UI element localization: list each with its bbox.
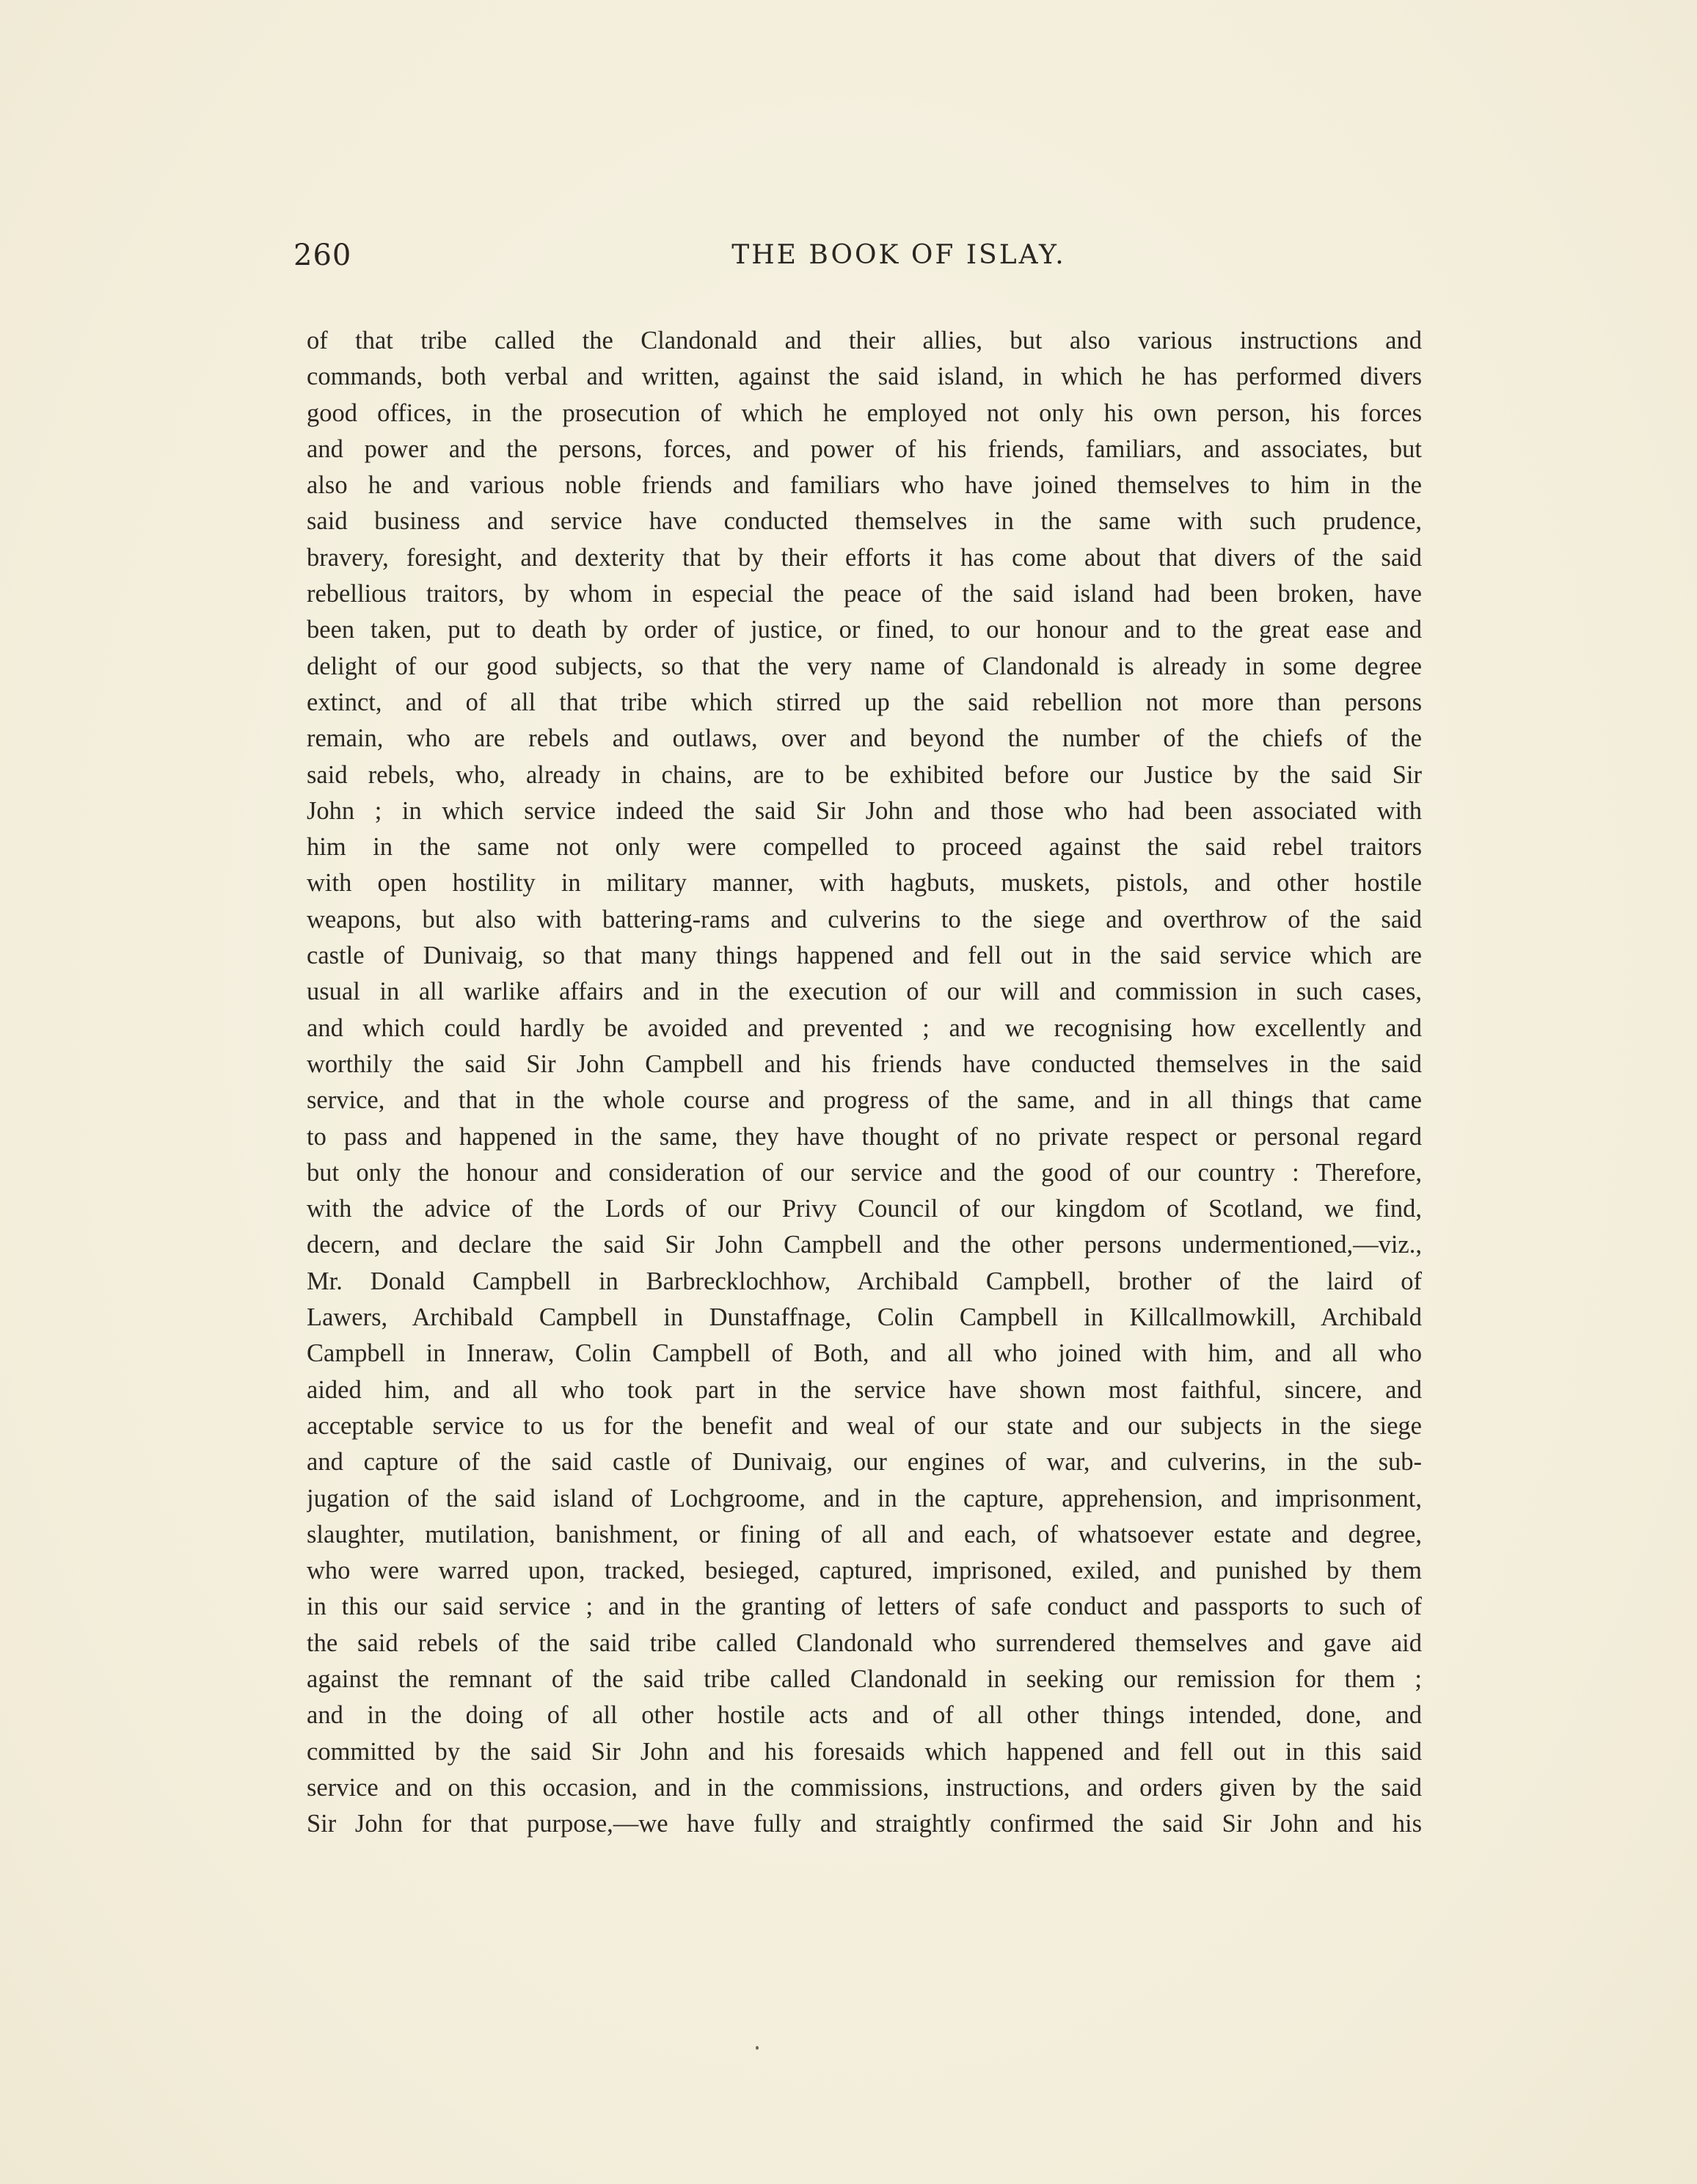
text-line: aided him, and all who took part in the service have shown most faithful, sincere, and [307, 1375, 1422, 1404]
text-line: with open hostility in military manner, with hagbuts, muskets, pistols, and other hostile [307, 869, 1422, 898]
text-line: John ; in which service indeed the said Sir John and those who had been associated with [307, 796, 1422, 825]
text-line: slaughter, mutilation, banishment, or fining of all and each, of whatsoever estate and degree, [307, 1520, 1422, 1548]
text-line: and capture of the said castle of Dunivaig, our engines of war, and culverins, in the sub- [307, 1448, 1422, 1477]
text-line: extinct, and of all that tribe which stirred up the said rebellion not more than persons [307, 688, 1422, 716]
text-line: the said rebels of the said tribe called Clandonald who surrendered themselves and gave aid [307, 1628, 1422, 1657]
text-line: good offices, in the prosecution of which he employed not only his own person, his forces [307, 398, 1422, 427]
text-line: acceptable service to us for the benefit and weal of our state and our subjects in the siege [307, 1411, 1422, 1440]
text-line: bravery, foresight, and dexterity that by their efforts it has come about that divers of the said [307, 543, 1422, 572]
text-line: with the advice of the Lords of our Privy Council of our kingdom of Scotland, we find, [307, 1195, 1422, 1223]
text-line: of that tribe called the Clandonald and their allies, but also various instructions and [307, 327, 1422, 354]
text-line: him in the same not only were compelled to proceed against the said rebel traitors [307, 833, 1422, 862]
text-line: Campbell in Inneraw, Colin Campbell of Both, and all who joined with him, and all who [307, 1339, 1422, 1368]
text-line: worthily the said Sir John Campbell and his friends have conducted themselves in the said [307, 1049, 1422, 1078]
text-line: commands, both verbal and written, against the said island, in which he has performed divers [307, 363, 1422, 391]
text-line: to pass and happened in the same, they have thought of no private respect or personal regard [307, 1122, 1422, 1151]
text-line: said business and service have conducted themselves in the same with such prudence, [307, 507, 1422, 536]
text-line: said rebels, who, already in chains, are to be exhibited before our Justice by the said Sir [307, 760, 1422, 789]
paper-speck [756, 2046, 759, 2050]
text-line: castle of Dunivaig, so that many things happened and fell out in the said service which are [307, 942, 1422, 970]
text-line: in this our said service ; and in the granting of letters of safe conduct and passports to such of [307, 1592, 1422, 1621]
text-line: Sir John for that purpose,—we have fully and straightly confirmed the said Sir John and his [307, 1810, 1422, 1838]
text-line: jugation of the said island of Lochgroome, and in the capture, apprehension, and imprisonment, [307, 1484, 1422, 1513]
body-text [307, 323, 1422, 1842]
text-line: who were warred upon, tracked, besieged, captured, imprisoned, exiled, and punished by them [307, 1557, 1422, 1585]
running-head: THE BOOK OF ISLAY. [731, 240, 1066, 270]
text-line: committed by the said Sir John and his foresaids which happened and fell out in this said [307, 1737, 1422, 1766]
text-line: and power and the persons, forces, and power of his friends, familiars, and associates, but [307, 434, 1422, 463]
page-number: 260 [293, 239, 352, 272]
text-line: delight of our good subjects, so that the very name of Clandonald is already in some degree [307, 652, 1422, 680]
text-line: been taken, put to death by order of justice, or fined, to our honour and to the great ease and [307, 616, 1422, 644]
text-line: weapons, but also with battering-rams and culverins to the siege and overthrow of the said [307, 905, 1422, 933]
text-line: against the remnant of the said tribe called Clandonald in seeking our remission for them ; [307, 1664, 1422, 1693]
text-line: service and on this occasion, and in the commissions, instructions, and orders given by the said [307, 1773, 1422, 1802]
text-line: but only the honour and consideration of our service and the good of our country : Therefore, [307, 1158, 1422, 1187]
text-line: also he and various noble friends and familiars who have joined themselves to him in the [307, 471, 1422, 500]
text-line: service, and that in the whole course and progress of the same, and in all things that came [307, 1086, 1422, 1115]
text-line: Mr. Donald Campbell in Barbrecklochhow, Archibald Campbell, brother of the laird of [307, 1267, 1422, 1295]
text-line: and in the doing of all other hostile acts and of all other things intended, done, and [307, 1701, 1422, 1730]
text-line: usual in all warlike affairs and in the execution of our will and commission in such cases, [307, 978, 1422, 1006]
text-line: and which could hardly be avoided and prevented ; and we recognising how excellently and [307, 1013, 1422, 1042]
text-line: decern, and declare the said Sir John Campbell and the other persons undermentioned,—viz., [307, 1231, 1422, 1259]
text-line: rebellious traitors, by whom in especial the peace of the said island had been broken, have [307, 580, 1422, 608]
page-header [293, 239, 1445, 283]
text-line: remain, who are rebels and outlaws, over and beyond the number of the chiefs of the [307, 724, 1422, 753]
text-line: Lawers, Archibald Campbell in Dunstaffnage, Colin Campbell in Killcallmowkill, Archibald [307, 1303, 1422, 1332]
